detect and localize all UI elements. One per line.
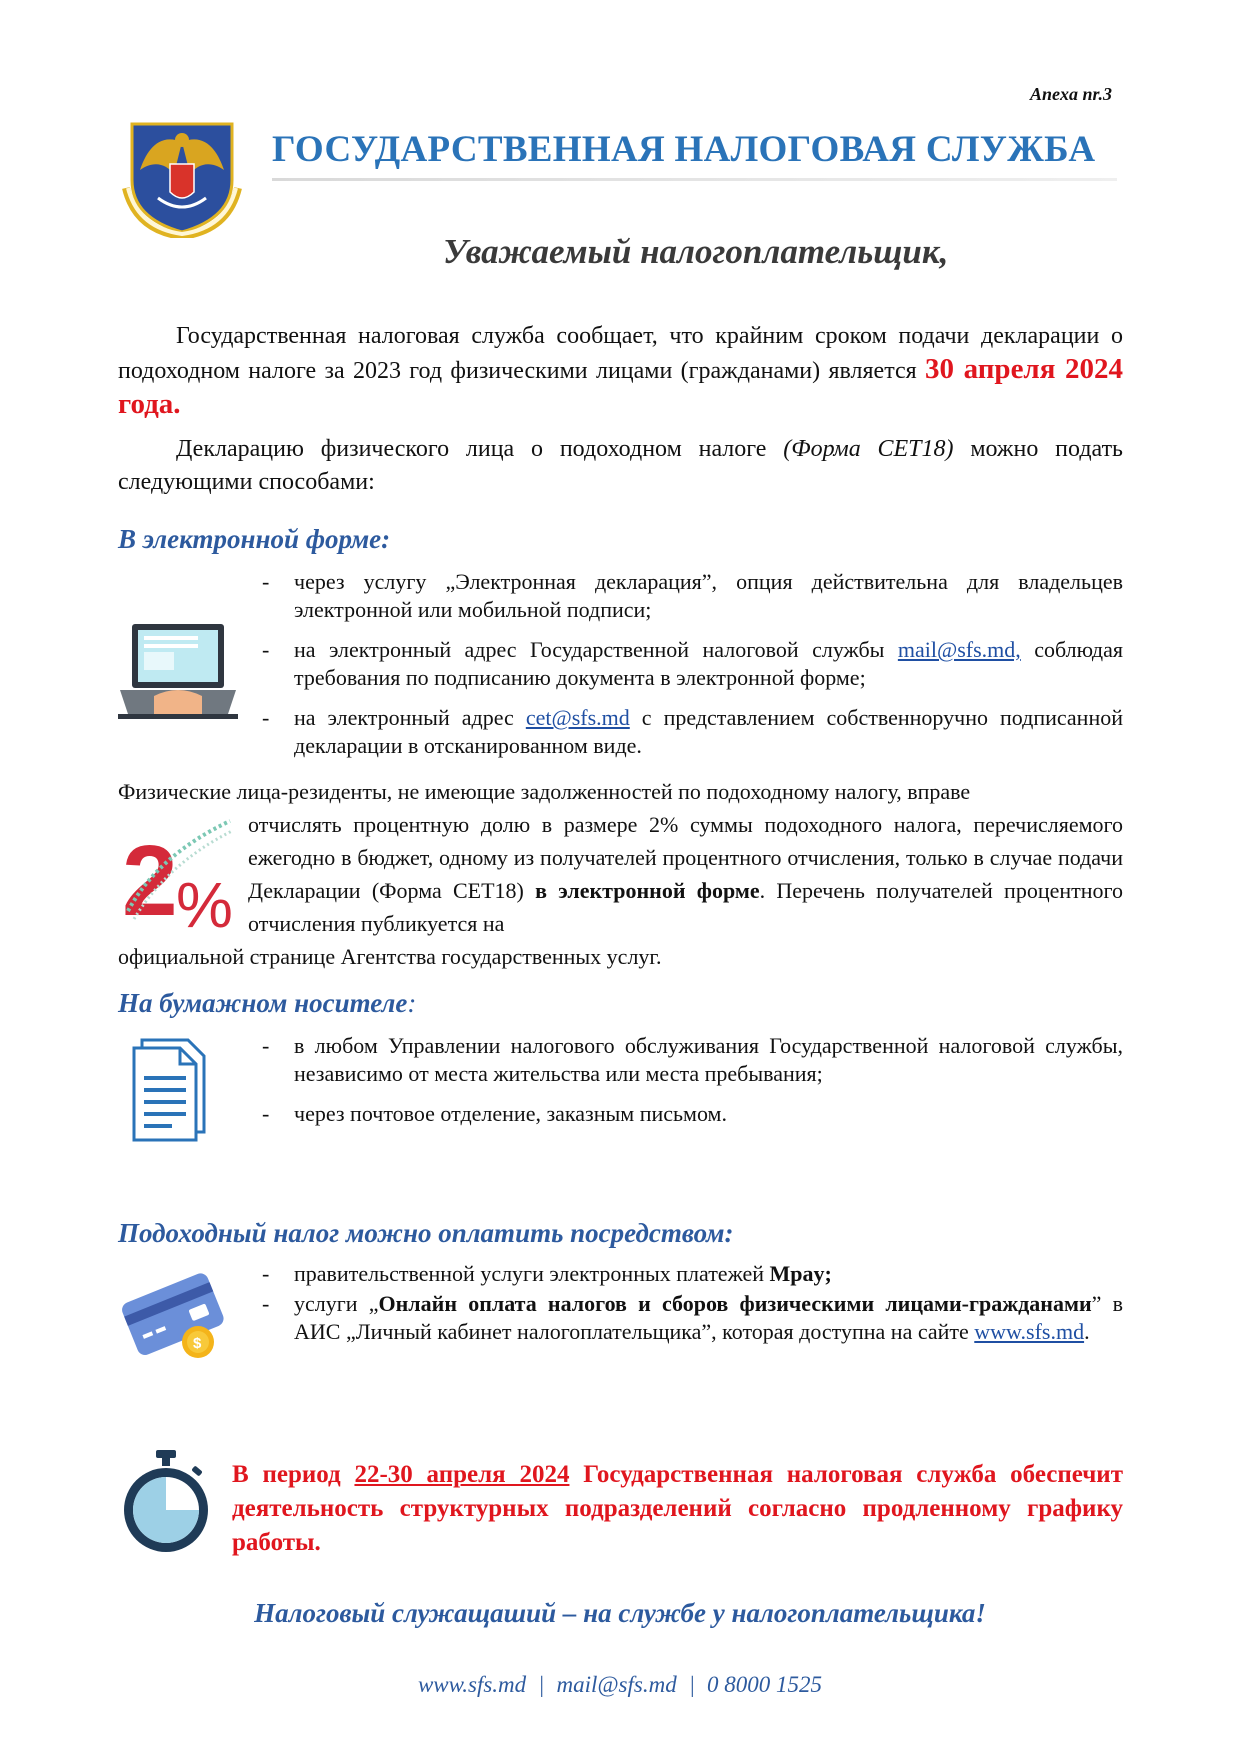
list-item-text: соблюдая требования по подписанию документа в электронной форме; bbox=[294, 637, 1123, 690]
methods-paragraph bbox=[118, 433, 1123, 499]
list-item-text: с представлением собственноручно подписанной декларации в отсканированном виде. bbox=[294, 705, 1123, 758]
annex-label: Anexa nr.3 bbox=[1029, 84, 1112, 104]
email-link-mail[interactable]: mail@sfs.md, bbox=[897, 637, 1021, 662]
paper-heading-colon: : bbox=[407, 988, 417, 1018]
list-item-text: . bbox=[1084, 1319, 1090, 1344]
two-percent-symbol: % bbox=[176, 869, 233, 933]
form-name: (Форма CET18) bbox=[783, 436, 954, 462]
two-percent-last-line: официальной странице Агентства государственных услуг. bbox=[118, 944, 662, 969]
notice-dates: 22-30 апреля 2024 bbox=[354, 1461, 570, 1488]
section-heading-paper bbox=[118, 988, 416, 1019]
list-item: - через услугу „Электронная декларация”, опция действительна для владельцев электронной или мобильной подписи; bbox=[262, 569, 1123, 622]
notice-pre: В период bbox=[232, 1461, 355, 1488]
footer-separator: | bbox=[538, 1672, 545, 1697]
list-item-text: через почтовое отделение, заказным письмом. bbox=[294, 1101, 727, 1126]
intro-paragraph bbox=[118, 320, 1123, 499]
two-percent-tail: . Перечень получателей процентного отчисления публикуется на bbox=[248, 878, 1123, 936]
methods-tail: можно подать следующими способами: bbox=[118, 436, 1124, 495]
footer-separator: | bbox=[688, 1672, 696, 1697]
two-percent-bold: в электронной форме bbox=[535, 878, 760, 903]
list-item: - на электронный адрес cet@sfs.md с представлением собственноручно подписанной декларации в отсканированном виде. bbox=[262, 705, 1123, 758]
list-item-text: в любом Управлении налогового обслуживания Государственной налоговой службы, независимо от места жительства или места пребывания; bbox=[294, 1033, 1123, 1086]
paper-heading-text: На бумажном носителе bbox=[118, 988, 408, 1018]
mpay-label: Mpay; bbox=[769, 1261, 832, 1286]
website-link[interactable]: www.sfs.md bbox=[974, 1319, 1085, 1344]
deadline-date: 30 апреля 2024 года. bbox=[118, 353, 1123, 420]
document-icon bbox=[130, 1036, 216, 1142]
section-heading-payment: Подоходный налог можно оплатить посредством: bbox=[118, 1218, 734, 1248]
list-item: - на электронный адрес Государственной налоговой службы mail@sfs.md, соблюдая требования по подписанию документа в электронной форме; bbox=[262, 637, 1123, 690]
stopwatch-icon bbox=[118, 1450, 214, 1554]
methods-text: Декларацию физического лица о подоходном налоге bbox=[176, 436, 784, 462]
footer-email-link[interactable]: mail@sfs.md bbox=[556, 1672, 677, 1697]
header-divider bbox=[272, 178, 1117, 181]
electronic-list bbox=[262, 568, 1123, 772]
deadline-paragraph bbox=[118, 320, 1123, 423]
footer-phone: 0 8000 1525 bbox=[707, 1672, 823, 1697]
section-heading-electronic: В электронной форме: bbox=[118, 524, 391, 554]
list-item-text: правительственной услуги электронных платежей bbox=[294, 1261, 770, 1286]
list-item-text: на электронный адрес Государственной налоговой службы bbox=[294, 637, 898, 662]
emblem-icon bbox=[118, 118, 246, 238]
deadline-text: Государственная налоговая служба сообщает, что крайним сроком подачи декларации о подоходном налоге за 2023 год физическими лицами (гражданами) является bbox=[118, 323, 1123, 384]
list-item-text: ” в АИС „Личный кабинет налогоплательщика”, которая доступна на сайте bbox=[294, 1291, 1123, 1344]
greeting: Уважаемый налогоплательщик, bbox=[443, 232, 949, 271]
online-payment-label: Онлайн оплата налогов и сборов физическими лицами-гражданами bbox=[378, 1291, 1092, 1316]
paper-list bbox=[262, 1032, 1123, 1140]
two-percent-digit: 2 bbox=[122, 825, 178, 933]
two-percent-icon bbox=[118, 815, 236, 933]
credit-card-icon bbox=[118, 1262, 228, 1362]
list-item-text: через услугу „Электронная декларация”, опция действительна для владельцев электронной или мобильной подписи; bbox=[294, 569, 1123, 622]
page-title: ГОСУДАРСТВЕННАЯ НАЛОГОВАЯ СЛУЖБА bbox=[272, 129, 1096, 170]
two-percent-body: отчислять процентную долю в размере 2% суммы подоходного налога, перечисляемого ежегодно в бюджет, одному из получателей процентного отчисления, только в случае подачи Декларации (Форма CET18) bbox=[248, 812, 1123, 903]
notice-post: Государственная налоговая служба обеспечит деятельность структурных подразделений согласно продленному графику работы. bbox=[232, 1461, 1123, 1556]
motto: Налоговый служащаший – на службе у налогоплательщика! bbox=[254, 1598, 986, 1628]
schedule-notice bbox=[232, 1458, 1123, 1560]
svg-text:$: $ bbox=[193, 1335, 202, 1352]
list-item: - правительственной услуги электронных платежей Mpay; bbox=[262, 1261, 832, 1286]
list-item-text: на электронный адрес bbox=[294, 705, 526, 730]
list-item: - в любом Управлении налогового обслуживания Государственной налоговой службы, независимо от места жительства или места пребывания; bbox=[262, 1033, 1123, 1086]
list-item-text: услуги „ bbox=[294, 1291, 379, 1316]
list-item: - услуги „Онлайн оплата налогов и сборов физическими лицами-гражданами” в АИС „Личный кабинет налогоплательщика”, которая доступна на сайте www.sfs.md. bbox=[262, 1291, 1123, 1344]
payment-list bbox=[262, 1260, 1123, 1358]
two-percent-text bbox=[248, 808, 1123, 940]
footer bbox=[0, 1672, 1240, 1698]
laptop-icon bbox=[118, 618, 238, 728]
email-link-cet[interactable]: cet@sfs.md bbox=[525, 705, 630, 730]
two-percent-line1: Физические лица-резиденты, не имеющие задолженностей по подоходному налогу, вправе bbox=[118, 779, 971, 804]
footer-website-link[interactable]: www.sfs.md bbox=[417, 1672, 527, 1697]
list-item: - через почтовое отделение, заказным письмом. bbox=[262, 1101, 727, 1126]
